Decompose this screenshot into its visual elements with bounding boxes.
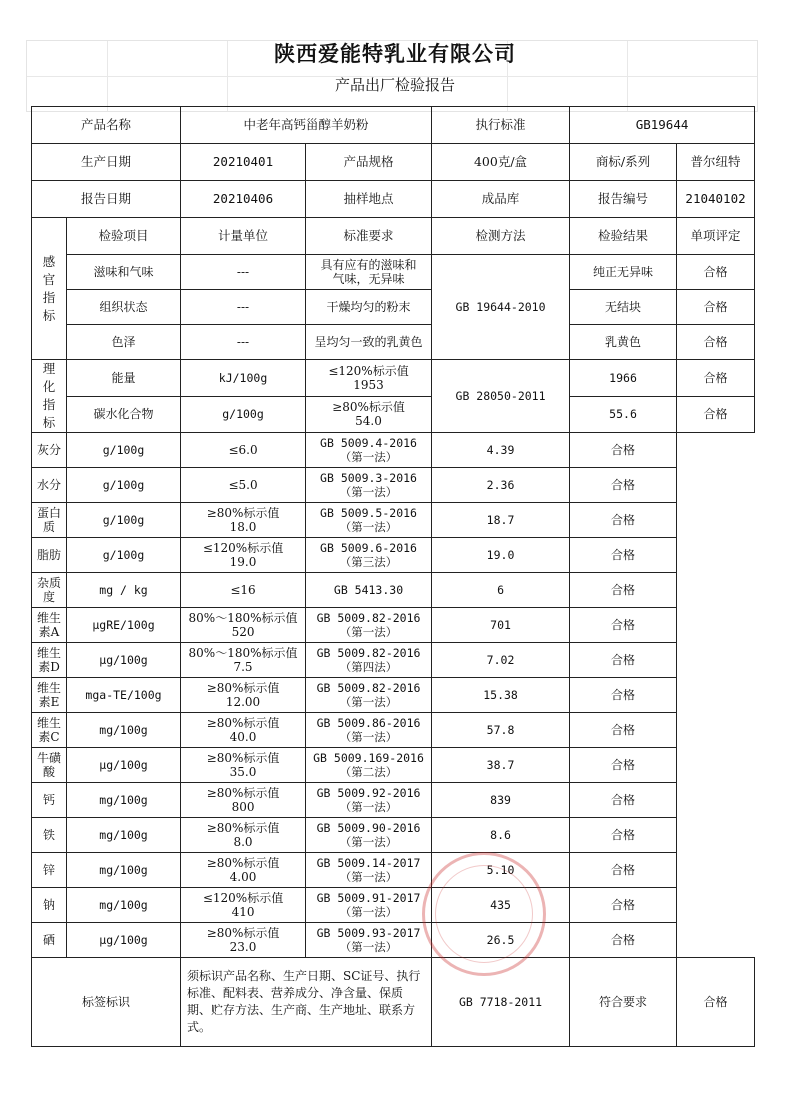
verdict-cell: 合格 xyxy=(570,643,677,678)
method-cell: GB 5009.169-2016 （第二法） xyxy=(306,748,432,783)
item-cell: 滋味和气味 xyxy=(67,255,181,290)
method-cell: GB 5009.4-2016 （第一法） xyxy=(306,433,432,468)
result-cell: 18.7 xyxy=(432,503,570,538)
requirement-cell: 干燥均匀的粉末 xyxy=(306,290,432,325)
verdict-cell: 合格 xyxy=(570,573,677,608)
unit-cell: μg/100g xyxy=(67,923,181,958)
result-cell: 8.6 xyxy=(432,818,570,853)
requirement-cell: ≥80%标示值 35.0 xyxy=(181,748,306,783)
table-row xyxy=(32,678,755,713)
verdict-cell: 合格 xyxy=(677,290,755,325)
result-cell: 15.38 xyxy=(432,678,570,713)
requirement-cell: ≤120%标示值 410 xyxy=(181,888,306,923)
brand-value: 普尔纽特 xyxy=(677,144,755,181)
method-cell: GB 5009.86-2016 （第一法） xyxy=(306,713,432,748)
item-cell: 锌 xyxy=(32,853,67,888)
method-cell: GB 5009.3-2016 （第一法） xyxy=(306,468,432,503)
verdict-cell: 合格 xyxy=(677,396,755,433)
table-row xyxy=(32,325,755,360)
unit-cell: g/100g xyxy=(67,468,181,503)
result-cell: 55.6 xyxy=(570,396,677,433)
item-cell: 脂肪 xyxy=(32,538,67,573)
requirement-cell: ≥80%标示值 12.00 xyxy=(181,678,306,713)
product-name-label: 产品名称 xyxy=(32,107,181,144)
result-cell: 6 xyxy=(432,573,570,608)
info-row-product xyxy=(32,107,755,144)
unit-cell: --- xyxy=(181,255,306,290)
requirement-cell: ≥80%标示值 23.0 xyxy=(181,923,306,958)
method-cell: GB 5009.82-2016 （第一法） xyxy=(306,678,432,713)
requirement-cell: ≥80%标示值 40.0 xyxy=(181,713,306,748)
unit-cell: g/100g xyxy=(67,538,181,573)
requirement-cell: ≤120%标示值 19.0 xyxy=(181,538,306,573)
table-row xyxy=(32,538,755,573)
sensory-group-label: 感 官 指 标 xyxy=(32,218,67,360)
table-row xyxy=(32,290,755,325)
sample-place: 成品库 xyxy=(432,181,570,218)
label-result-cell: 符合要求 xyxy=(570,958,677,1047)
method-cell: GB 5009.82-2016 （第一法） xyxy=(306,608,432,643)
col-header-item: 检验项目 xyxy=(67,218,181,255)
requirement-cell: ≥80%标示值 800 xyxy=(181,783,306,818)
requirement-cell: 80%～180%标示值 520 xyxy=(181,608,306,643)
standard-label: 执行标准 xyxy=(432,107,570,144)
label-requirement-cell: 须标识产品名称、生产日期、SC证号、执行标准、配料表、营养成分、净含量、保质期、贮存方法、生产商、生产地址、联系方式。 xyxy=(181,958,432,1047)
label-verdict-cell: 合格 xyxy=(677,958,755,1047)
table-row xyxy=(32,255,755,290)
unit-cell: --- xyxy=(181,325,306,360)
inspection-report-table xyxy=(31,106,755,1047)
verdict-cell: 合格 xyxy=(570,818,677,853)
result-cell: 纯正无异味 xyxy=(570,255,677,290)
result-cell: 4.39 xyxy=(432,433,570,468)
item-cell: 杂质度 xyxy=(32,573,67,608)
company-name: 陕西爱能特乳业有限公司 xyxy=(274,42,516,66)
col-header-requirement: 标准要求 xyxy=(306,218,432,255)
report-date-label: 报告日期 xyxy=(32,181,181,218)
table-row xyxy=(32,748,755,783)
label-row xyxy=(32,958,755,1047)
method-cell: GB 5009.5-2016 （第一法） xyxy=(306,503,432,538)
requirement-cell: 具有应有的滋味和 气味，无异味 xyxy=(306,255,432,290)
item-cell: 维生素E xyxy=(32,678,67,713)
item-cell: 硒 xyxy=(32,923,67,958)
unit-cell: μg/100g xyxy=(67,643,181,678)
result-cell: 5.10 xyxy=(432,853,570,888)
item-cell: 碳水化合物 xyxy=(67,396,181,433)
item-cell: 灰分 xyxy=(32,433,67,468)
standard-value: GB19644 xyxy=(570,107,755,144)
col-header-verdict: 单项评定 xyxy=(677,218,755,255)
table-row xyxy=(32,818,755,853)
table-row xyxy=(32,713,755,748)
table-row xyxy=(32,503,755,538)
shared-method-cell: GB 28050-2011 xyxy=(432,360,570,433)
report-no: 21040102 xyxy=(677,181,755,218)
result-cell: 57.8 xyxy=(432,713,570,748)
verdict-cell: 合格 xyxy=(677,325,755,360)
unit-cell: --- xyxy=(181,290,306,325)
result-cell: 839 xyxy=(432,783,570,818)
item-cell: 维生素A xyxy=(32,608,67,643)
result-cell: 19.0 xyxy=(432,538,570,573)
requirement-cell: ≤6.0 xyxy=(181,433,306,468)
sample-place-label: 抽样地点 xyxy=(306,181,432,218)
requirement-cell: ≥80%标示值 54.0 xyxy=(306,396,432,433)
brand-label: 商标/系列 xyxy=(570,144,677,181)
item-cell: 维生素C xyxy=(32,713,67,748)
label-item-cell: 标签标识 xyxy=(32,958,181,1047)
spec-value: 400克/盒 xyxy=(432,144,570,181)
report-date: 20210406 xyxy=(181,181,306,218)
label-method-cell: GB 7718-2011 xyxy=(432,958,570,1047)
unit-cell: μg/100g xyxy=(67,748,181,783)
table-row xyxy=(32,853,755,888)
result-cell: 乳黄色 xyxy=(570,325,677,360)
unit-cell: mg/100g xyxy=(67,713,181,748)
result-cell: 7.02 xyxy=(432,643,570,678)
item-cell: 能量 xyxy=(67,360,181,397)
verdict-cell: 合格 xyxy=(570,538,677,573)
table-row xyxy=(32,433,755,468)
verdict-cell: 合格 xyxy=(570,713,677,748)
requirement-cell: ≥80%标示值 18.0 xyxy=(181,503,306,538)
result-cell: 无结块 xyxy=(570,290,677,325)
table-row xyxy=(32,396,755,433)
result-cell: 2.36 xyxy=(432,468,570,503)
unit-cell: μgRE/100g xyxy=(67,608,181,643)
result-cell: 26.5 xyxy=(432,923,570,958)
result-cell: 1966 xyxy=(570,360,677,397)
verdict-cell: 合格 xyxy=(570,923,677,958)
requirement-cell: ≥80%标示值 4.00 xyxy=(181,853,306,888)
col-header-unit: 计量单位 xyxy=(181,218,306,255)
method-cell: GB 5009.92-2016 （第一法） xyxy=(306,783,432,818)
unit-cell: mg/100g xyxy=(67,888,181,923)
col-header-method: 检测方法 xyxy=(432,218,570,255)
table-row xyxy=(32,573,755,608)
item-cell: 水分 xyxy=(32,468,67,503)
info-row-report xyxy=(32,181,755,218)
verdict-cell: 合格 xyxy=(570,783,677,818)
unit-cell: mg / kg xyxy=(67,573,181,608)
result-cell: 701 xyxy=(432,608,570,643)
item-cell: 蛋白质 xyxy=(32,503,67,538)
physchem-group-label: 理 化 指 标 xyxy=(32,360,67,433)
verdict-cell: 合格 xyxy=(677,360,755,397)
requirement-cell: ≤5.0 xyxy=(181,468,306,503)
requirement-cell: ≤16 xyxy=(181,573,306,608)
table-row xyxy=(32,360,755,397)
unit-cell: mg/100g xyxy=(67,853,181,888)
method-cell: GB 5009.90-2016 （第一法） xyxy=(306,818,432,853)
unit-cell: mg/100g xyxy=(67,783,181,818)
requirement-cell: ≥80%标示值 8.0 xyxy=(181,818,306,853)
verdict-cell: 合格 xyxy=(570,678,677,713)
table-row xyxy=(32,923,755,958)
sensory-method-cell: GB 19644-2010 xyxy=(432,255,570,360)
prod-date-label: 生产日期 xyxy=(32,144,181,181)
method-cell: GB 5009.6-2016 （第三法） xyxy=(306,538,432,573)
column-header-row xyxy=(32,218,755,255)
item-cell: 铁 xyxy=(32,818,67,853)
requirement-cell: 呈均匀一致的乳黄色 xyxy=(306,325,432,360)
unit-cell: g/100g xyxy=(181,396,306,433)
requirement-cell: ≤120%标示值 1953 xyxy=(306,360,432,397)
verdict-cell: 合格 xyxy=(570,608,677,643)
result-cell: 38.7 xyxy=(432,748,570,783)
verdict-cell: 合格 xyxy=(570,468,677,503)
report-no-label: 报告编号 xyxy=(570,181,677,218)
unit-cell: g/100g xyxy=(67,433,181,468)
verdict-cell: 合格 xyxy=(570,888,677,923)
item-cell: 组织状态 xyxy=(67,290,181,325)
item-cell: 维生素D xyxy=(32,643,67,678)
physchem-rows xyxy=(32,433,755,958)
unit-cell: kJ/100g xyxy=(181,360,306,397)
spec-label: 产品规格 xyxy=(306,144,432,181)
verdict-cell: 合格 xyxy=(570,433,677,468)
method-cell: GB 5009.14-2017 （第一法） xyxy=(306,853,432,888)
table-row xyxy=(32,783,755,818)
verdict-cell: 合格 xyxy=(570,748,677,783)
table-row xyxy=(32,643,755,678)
item-cell: 色泽 xyxy=(67,325,181,360)
unit-cell: mg/100g xyxy=(67,818,181,853)
verdict-cell: 合格 xyxy=(570,503,677,538)
item-cell: 牛磺酸 xyxy=(32,748,67,783)
table-row xyxy=(32,888,755,923)
item-cell: 钠 xyxy=(32,888,67,923)
method-cell: GB 5413.30 xyxy=(306,573,432,608)
col-header-result: 检验结果 xyxy=(570,218,677,255)
method-cell: GB 5009.82-2016 （第四法） xyxy=(306,643,432,678)
verdict-cell: 合格 xyxy=(677,255,755,290)
table-row xyxy=(32,608,755,643)
prod-date: 20210401 xyxy=(181,144,306,181)
item-cell: 钙 xyxy=(32,783,67,818)
report-title: 产品出厂检验报告 xyxy=(334,76,455,94)
method-cell: GB 5009.91-2017 （第一法） xyxy=(306,888,432,923)
result-cell: 435 xyxy=(432,888,570,923)
requirement-cell: 80%～180%标示值 7.5 xyxy=(181,643,306,678)
table-row xyxy=(32,468,755,503)
verdict-cell: 合格 xyxy=(570,853,677,888)
method-cell: GB 5009.93-2017 （第一法） xyxy=(306,923,432,958)
product-name: 中老年高钙甾醇羊奶粉 xyxy=(181,107,432,144)
unit-cell: g/100g xyxy=(67,503,181,538)
info-row-production xyxy=(32,144,755,181)
unit-cell: mga-TE/100g xyxy=(67,678,181,713)
